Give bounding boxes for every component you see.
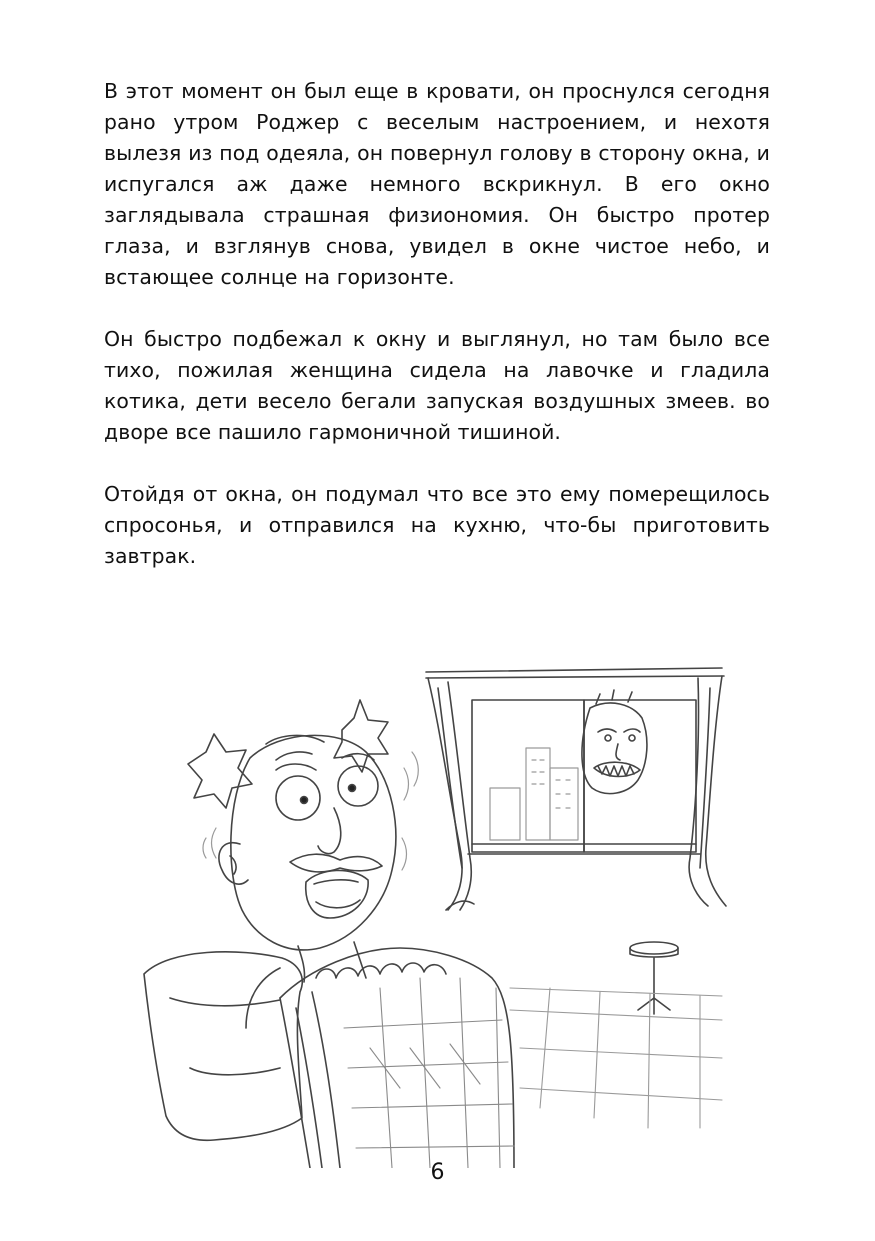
pillow-drawing — [144, 952, 302, 1140]
paragraph-2: Он быстро подбежал к окну и выглянул, но там было все тихо, пожилая женщина сидела на лавочке и гладила котика, дети весело бегали запуская воздушных змеев. во дворе все пашило гармоничной тишиной. — [104, 327, 770, 444]
floor-lines — [510, 988, 722, 1128]
blanket-drawing — [280, 948, 514, 1168]
window-drawing — [426, 668, 726, 910]
scared-man-in-bed-illustration — [130, 648, 730, 1168]
stool-drawing — [630, 942, 678, 1014]
story-text — [104, 76, 770, 603]
paragraph-3: Отойдя от окна, он подумал что все это ему померещилось спросонья, и отправился на кухню, что-бы приготовить завтрак. — [104, 482, 770, 568]
paragraph-1: В этот момент он был еще в кровати, он проснулся сегодня рано утром Роджер с веселым настроением, и нехотя вылезя из под одеяла, он повернул голову в сторону окна, и испугался аж даже немного вскрикнул. В его окно заглядывала страшная физиономия. Он быстро протер глаза, и взглянув снова, увидел в окне чистое небо, и встающее солнце на горизонте. — [104, 79, 770, 289]
page-number: 6 — [430, 1160, 445, 1185]
